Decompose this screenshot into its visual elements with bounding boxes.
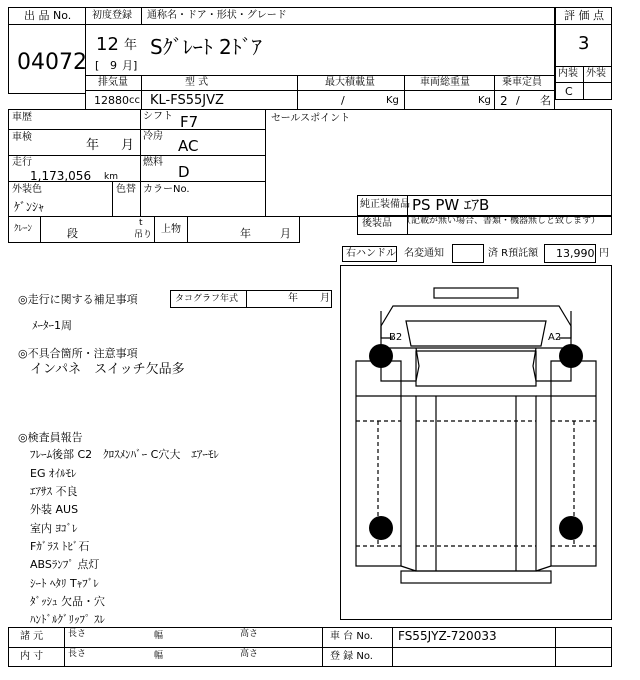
ac-label: 冷房: [143, 131, 163, 142]
capacity-unit: 名: [540, 94, 551, 107]
defect-note: インパネ スイッチ欠品多: [30, 362, 185, 377]
fuel-value: D: [178, 163, 190, 181]
rating-value: 3: [578, 33, 590, 54]
mileage-label: 走行: [12, 157, 32, 168]
inspector-line: ﾊﾝﾄﾞﾙｸﾞﾘｯﾌﾟ ｽﾚ: [30, 613, 105, 626]
name-label: 通称名・ドア・形状・グレード: [147, 10, 287, 21]
reg-label: 初度登録: [92, 10, 132, 21]
interior-dims-label: 内 寸: [20, 651, 44, 662]
interior-width-label: 幅: [154, 651, 164, 661]
reg-month-close: 月]: [122, 59, 138, 72]
upper-month: 月: [280, 227, 291, 240]
car-name: Sｸﾞﾚｰﾄ 2ﾄﾞｱ: [150, 35, 262, 59]
gross-weight-unit: Kg: [478, 95, 491, 106]
lot-label: 出 品 No.: [24, 9, 72, 22]
reg-month: 9: [110, 59, 117, 72]
color-label: 外装色: [12, 184, 42, 195]
interior-height-label: 高さ: [240, 649, 259, 659]
tacho-label: タコグラフ年式: [175, 294, 239, 304]
inspection-label: 車検: [12, 132, 32, 143]
width-label: 幅: [154, 631, 164, 641]
tacho-month: 月: [320, 293, 330, 304]
name-change-box: [452, 244, 484, 263]
crane-tier: 段: [67, 227, 78, 240]
model-label: 型 式: [185, 77, 209, 88]
ac-value: AC: [178, 137, 199, 155]
height-label: 高さ: [240, 629, 259, 639]
fuel-label: 燃料: [143, 157, 163, 168]
damage-mark-a2: A2: [548, 332, 562, 343]
lot-number: 04072: [17, 50, 87, 75]
upper-label: 上物: [161, 224, 181, 235]
capacity-sep: /: [516, 94, 520, 107]
crane-label: ｸﾚｰﾝ: [14, 224, 33, 234]
color-change-label: 色替: [116, 184, 136, 195]
crane-lift: 吊り: [134, 230, 153, 240]
driving-note: ﾒｰﾀｰ1周: [32, 319, 72, 332]
inspector-line: ｴｱｻｽ 不良: [30, 485, 78, 498]
exterior-grade-label: 外装: [586, 68, 606, 79]
color-no-label: カラーNo.: [143, 184, 190, 195]
reg-year: 12: [96, 34, 119, 55]
displacement-value: 12880: [94, 94, 129, 107]
max-load-label: 最大積載量: [325, 77, 375, 88]
history-label: 車歴: [12, 112, 32, 123]
color-value: ｹﾞﾝｼｬ: [14, 200, 45, 214]
length-label: 長さ: [68, 629, 87, 639]
aftermarket-note: （記載が無い場合、書類・機器無しと致します）: [402, 216, 601, 226]
interior-length-label: 長さ: [68, 649, 87, 659]
capacity-value: 2: [500, 94, 508, 108]
max-load-unit: Kg: [386, 95, 399, 106]
interior-grade: C: [565, 85, 573, 98]
inspector-line: 外装 AUS: [30, 503, 79, 516]
defect-title: ◎不具合箇所・注意事項: [18, 347, 138, 360]
inspection-month-unit: 月: [121, 138, 135, 153]
max-load-sep: /: [341, 94, 345, 107]
equipment-label: 純正装備品: [360, 199, 410, 210]
chassis-number: FS55JYZ-720033: [398, 629, 497, 643]
inspector-line: 室内 ﾖｺﾞﾚ: [30, 522, 78, 535]
equipment-value: PS PW ｴｱB: [412, 196, 490, 214]
truck-outline-diagram: [341, 266, 611, 619]
rating-label: 評 価 点: [564, 9, 604, 22]
chassis-label: 車 台 No.: [330, 631, 373, 642]
inspector-line: ﾌﾚｰﾑ後部 C2 ｸﾛｽﾒﾝﾊﾞｰ C穴大 ｴｱｰﾓﾚ: [30, 448, 219, 461]
gross-weight-label: 車両総重量: [420, 77, 470, 88]
damage-mark-b2: B2: [389, 332, 403, 343]
reg-month-open: [: [95, 59, 100, 72]
reg-no-label: 登 録 No.: [330, 651, 373, 662]
inspector-line: EG ｵｲﾙﾓﾚ: [30, 467, 77, 480]
shift-label: シフト: [143, 111, 173, 122]
upper-year: 年: [240, 227, 251, 240]
reg-year-unit: 年: [124, 38, 138, 53]
model-value: KL-FS55JVZ: [150, 93, 224, 108]
inspector-line: ABSﾗﾝﾌﾟ 点灯: [30, 558, 100, 571]
capacity-label: 乗車定員: [502, 77, 542, 88]
recycle-label: 済 R預託額: [488, 248, 539, 259]
dims-label: 諸 元: [20, 631, 44, 642]
sales-point-label: セールスポイント: [271, 113, 351, 124]
name-change-label: 名変通知: [404, 248, 444, 259]
displacement-unit: cc: [129, 95, 140, 106]
crane-t: t: [139, 218, 143, 228]
rhd-label: 右ハンドル: [346, 248, 396, 259]
inspection-year-unit: 年: [86, 138, 100, 153]
mileage-value: 1,173,056: [30, 169, 92, 183]
mileage-unit: km: [104, 172, 118, 182]
tacho-year: 年: [288, 293, 298, 304]
recycle-amount: 13,990: [556, 247, 595, 260]
inspector-line: ﾀﾞｯｼｭ 欠品・穴: [30, 595, 105, 608]
aftermarket-label: 後装品: [362, 218, 392, 229]
interior-grade-label: 内装: [558, 68, 578, 79]
driving-title: ◎走行に関する補足事項: [18, 293, 138, 306]
inspector-line: Fｶﾞﾗｽ ﾄﾋﾞ石: [30, 540, 90, 553]
inspector-title: ◎検査員報告: [18, 431, 83, 444]
inspector-line: ｼｰﾄ ﾍﾀﾘ Tｬﾌﾞﾚ: [30, 577, 99, 590]
vehicle-diagram: [340, 265, 612, 620]
displacement-label: 排気量: [98, 77, 128, 88]
recycle-unit: 円: [599, 248, 609, 259]
shift-value: F7: [180, 113, 199, 131]
